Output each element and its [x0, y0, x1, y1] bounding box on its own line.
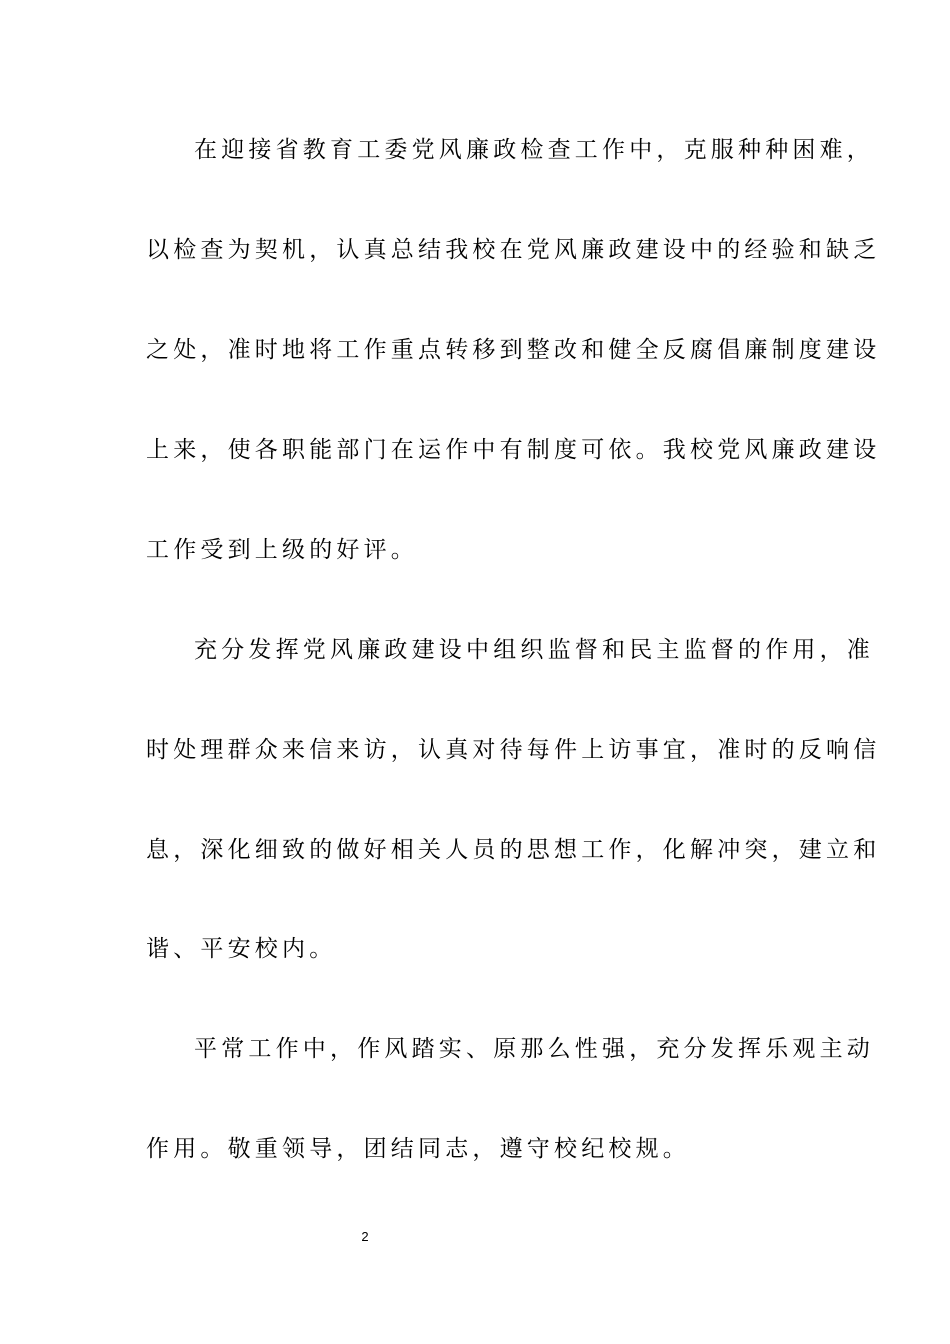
- paragraph-3-line-2: 作用。敬重领导，团结同志，遵守校纪校规。: [146, 1136, 690, 1162]
- paragraph-1-line-5: 工作受到上级的好评。: [146, 537, 418, 563]
- paragraph-2-line-3: 息，深化细致的做好相关人员的思想工作，化解冲突，建立和: [146, 837, 881, 863]
- page-number: 2: [361, 1229, 369, 1244]
- paragraph-1-line-4: 上来，使各职能部门在运作中有制度可依。我校党风廉政建设: [146, 437, 881, 463]
- paragraph-3-line-1: 平常工作中，作风踏实、原那么性强，充分发挥乐观主动: [194, 1036, 874, 1062]
- paragraph-1-line-3: 之处，准时地将工作重点转移到整改和健全反腐倡廉制度建设: [146, 337, 881, 363]
- paragraph-2-line-2: 时处理群众来信来访，认真对待每件上访事宜，准时的反响信: [146, 737, 881, 763]
- paragraph-1-line-1: 在迎接省教育工委党风廉政检查工作中，克服种种困难，: [194, 137, 874, 163]
- paragraph-2-line-1: 充分发挥党风廉政建设中组织监督和民主监督的作用，准: [194, 637, 874, 663]
- paragraph-1-line-2: 以检查为契机，认真总结我校在党风廉政建设中的经验和缺乏: [146, 237, 881, 263]
- paragraph-2-line-4: 谐、平安校内。: [146, 936, 337, 962]
